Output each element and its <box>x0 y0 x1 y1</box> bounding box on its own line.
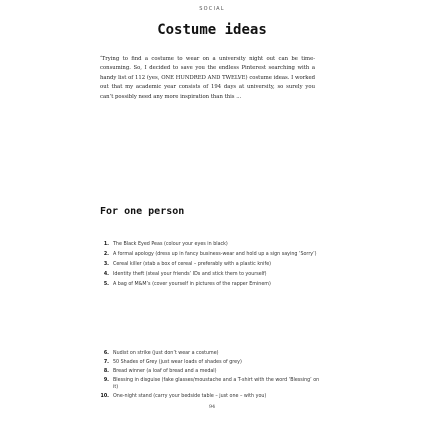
item-number: 6. <box>103 351 109 356</box>
list-item <box>100 271 325 278</box>
list-item <box>100 359 325 366</box>
list-item <box>100 393 325 400</box>
page-number: 94 <box>208 404 216 410</box>
item-text: Bread winner (a loaf of bread and a medal) <box>113 369 217 374</box>
costume-list-first <box>100 241 325 291</box>
costume-list-second <box>100 350 325 402</box>
list-item <box>100 241 325 248</box>
item-text: Cereal killer (stab a box of cereal – preferably with a plastic knife) <box>113 262 272 267</box>
item-text: 50 Shades of Grey (just wear loads of shades of grey) <box>113 360 242 365</box>
page-title: Costume ideas <box>157 22 267 38</box>
item-number: 9. <box>103 378 109 383</box>
list-item <box>100 261 325 268</box>
item-number: 2. <box>103 252 109 257</box>
item-number: 4. <box>103 272 109 277</box>
item-text: One-night stand (carry your bedside table – just one – with you) <box>113 394 267 400</box>
intro-paragraph: ‘Trying to find a costume to wear on a university night out can be time-consuming. So, I decided to save you the endless Pinterest searching with a handy list of 112 (yes, ONE HUNDRED AND TWELVE) costume ideas. I worked out that my academic year consists of 194 days at university, so surely you can’t possibly need any more inspiration than this ... <box>100 56 315 100</box>
list-item <box>100 368 325 375</box>
list-item <box>100 350 325 357</box>
item-number: 7. <box>103 360 109 365</box>
item-text: Identity theft (steal your friends’ IDs and stick them to yourself) <box>113 272 267 277</box>
item-text: Blessing in disguise (fake glasses/moustache and a T-shirt with the word ‘Blessing’ on it) <box>113 378 320 391</box>
section-label: SOCIAL <box>199 6 225 12</box>
subheading: For one person <box>100 206 185 217</box>
item-number: 3. <box>103 262 109 267</box>
item-text: A bag of M&M’s (cover yourself in pictures of the rapper Eminem) <box>113 282 271 287</box>
item-number: 5. <box>103 282 109 287</box>
item-text: A formal apology (dress up in fancy business-wear and hold up a sign saying ‘Sorry’) <box>113 252 317 257</box>
item-text: Nudist on strike (just don’t wear a costume) <box>113 351 219 356</box>
item-number: 10. <box>100 394 109 400</box>
list-item <box>100 251 325 258</box>
item-text: The Black Eyed Peas (colour your eyes in black) <box>113 242 228 247</box>
list-item <box>100 377 325 392</box>
list-item <box>100 281 325 288</box>
item-number: 8. <box>103 369 109 374</box>
item-number: 1. <box>103 242 109 247</box>
